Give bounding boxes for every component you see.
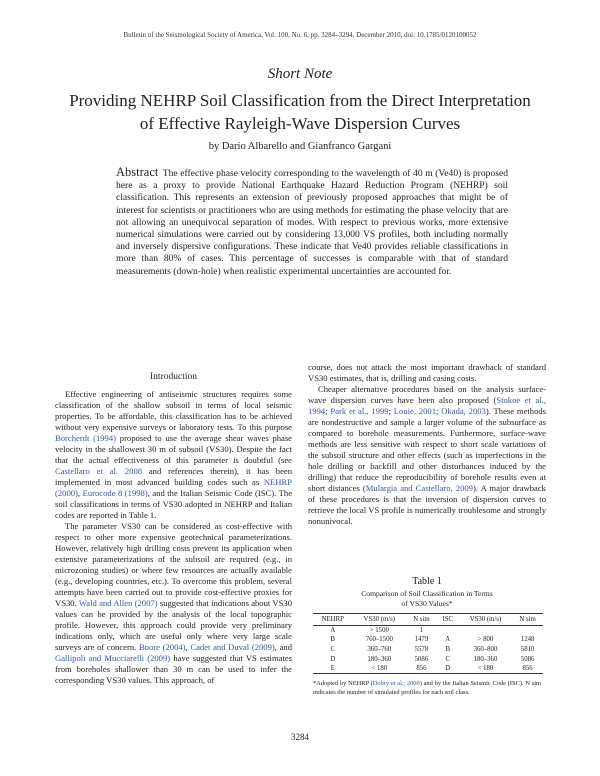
table-cell: C: [330, 645, 336, 653]
table-cell: 1479: [414, 636, 429, 644]
table-cell: B: [330, 636, 336, 644]
table-row: [313, 664, 543, 674]
citation-link-boore[interactable]: Boore (2004): [138, 642, 186, 652]
intro-paragraph-2: [55, 521, 292, 686]
table-header-cell: VS30 (m/s): [353, 614, 406, 626]
text-run: *Adopted by NEHRP (: [313, 679, 373, 687]
journal-citation-header: Bulletin of the Seismological Society of America, Vol. 100, No. 6, pp. 3284–3294, December 2010, doi: 10.1785/0120100052: [123, 31, 477, 39]
table-cell: 856: [512, 664, 543, 674]
text-run: ;: [325, 406, 331, 416]
table-cell: 5810: [520, 645, 535, 653]
table-row: [313, 626, 543, 636]
table-cell: 360–800: [473, 645, 498, 653]
citation-link-nehrp[interactable]: NEHRP (2000): [55, 477, 292, 498]
citation-link-dobry[interactable]: Dobry et al., 2000: [372, 679, 420, 687]
title-line-2: of Effective Rayleigh-Wave Dispersion Curves: [139, 114, 461, 133]
citation-link-borcherdt[interactable]: Borcherdt (1994): [55, 433, 117, 443]
table-cell: 760–1500: [365, 636, 393, 644]
text-run: ). A major drawback of these procedures is that the inversion of dispersion curves to retrieve the local VS profile is numerically troublesome and strongly nonunivocal.: [308, 483, 546, 526]
table-cell: B: [445, 645, 451, 653]
table-cell: 180–360: [367, 655, 392, 663]
title-line-1: Providing NEHRP Soil Classification from the Direct Interpretation: [69, 91, 531, 110]
page-number: 3284: [291, 732, 309, 742]
table-caption-line-1: Comparison of Soil Classification in Terms: [361, 589, 493, 598]
text-run: and references therein), it has been implemented in most advanced building codes such as: [55, 466, 292, 487]
table-cell: [512, 626, 543, 636]
abstract: [116, 166, 508, 278]
text-run: Effective engineering of antiseismic structures requires some classification of the shallow subsoil in terms of local seismic properties. To be affordable, this classification has to be achieved without very expensive surveys or laboratory tests. To this purpose: [55, 389, 292, 432]
text-run: proposed to use the average shear waves phase velocity in the shallowest 30 m of subsoil (VS30). Despite the fact that the actual effectiveness of this parameter is doubtful (see: [55, 433, 292, 465]
table-cell: [459, 626, 512, 636]
text-run: ,: [77, 488, 83, 498]
text-run: ). These methods are nondestructive and sample a larger volume of the subsurface as compared to borehole measurements. Furthermore, surface-wave methods are less sensitive with respect to short scale variations of the subsoil structure and other effects (such as imperfections in the hole drilling or backfill and other disturbances induced by the drilling) that reduce the reproducibility of borehole results even at short distances (: [308, 406, 547, 493]
citation-link-mulargia[interactable]: Mulargia and Castellaro, 2009: [365, 483, 473, 493]
table-row: [313, 645, 543, 655]
table-header-cell: NEHRP: [313, 614, 353, 626]
intro-paragraph-4: [308, 384, 546, 527]
table-cell: C: [445, 655, 451, 663]
citation-link-wald-allen[interactable]: Wald and Allen (2007): [78, 598, 158, 608]
table-footnote: [308, 680, 546, 697]
intro-paragraph-1: [55, 389, 292, 521]
intro-paragraph-3: course, does not attack the most important drawback of standard VS30 estimates, that is, drilling and casing costs.: [308, 362, 546, 383]
table-header-row: [313, 614, 543, 626]
text-run: , and: [274, 642, 293, 652]
table-cell: < 180: [353, 664, 406, 674]
citation-link-castellaro[interactable]: Castellaro et al. 2008: [55, 466, 143, 476]
text-run: ;: [436, 406, 442, 416]
text-run: ,: [185, 642, 191, 652]
table-cell: 180–360: [473, 655, 498, 663]
table-cell: > 1500: [369, 627, 389, 635]
right-column: [308, 362, 546, 527]
abstract-text: The effective phase velocity corresponding to the wavelength of 40 m (Ve40) is proposed here as a proxy to provide National Earthquake Hazard Reduction Program (NEHRP) soil classification. This represents an extension of previously proposed approaches that might be of interest for scientists or practitioners who are using methods for estimating the phase velocity that are not allowing an unequivocal separation of modes. With respect to previous works, more extensive numerical simulations were carried out by considering 13,000 VS profiles, both including normally and inversely dispersive configurations. These indicate that Ve40 provides reliable classifications in more than 80% of cases. This percentage of successes is comparable with that of standard measurements (down-hole) when realistic experimental uncertainties are accounted for.: [116, 168, 508, 277]
table-cell: 5086: [520, 655, 535, 663]
author-line: by Dario Albarello and Gianfranco Gargani: [208, 141, 392, 152]
table-cell: 856: [406, 664, 437, 674]
text-run: , and the Italian Seismic Code (ISC). The soil classifications in terms of VS30 adopted in NEHRP and Italian codes are reported in Table 1.: [55, 488, 293, 520]
citation-link-stokoe[interactable]: Stokoe et al., 1994: [308, 395, 546, 416]
table-header-cell: VS30 (m/s): [459, 614, 512, 626]
table-header-cell: N sim: [512, 614, 543, 626]
table-header-cell: N sim: [406, 614, 437, 626]
table-cell: A: [330, 627, 336, 635]
table-row: [313, 654, 543, 664]
article-title: [60, 89, 540, 135]
table-cell: 5086: [414, 655, 429, 663]
text-run: Cheaper alternative procedures based on the analysis surface-wave dispersion curves have been also proposed (: [308, 384, 546, 405]
citation-link-gallipoli[interactable]: Gallipoli and Mucciarelli (2009): [55, 653, 171, 663]
article-type-label: Short Note: [267, 66, 333, 82]
table-cell: 5578: [414, 645, 429, 653]
table-cell: A: [445, 636, 451, 644]
table-cell: 1: [419, 627, 424, 635]
citation-link-eurocode[interactable]: Eurocode 8 (1998): [82, 488, 148, 498]
citation-link-louie[interactable]: Louie, 2001: [393, 406, 437, 416]
text-run: have suggested that VS estimates from boreholes shallower than 30 m can be used to infer the corresponding VS30 values. This approach, of: [55, 653, 292, 685]
table-cell: > 800: [477, 636, 494, 644]
table-cell: 1248: [520, 636, 535, 644]
soil-classification-table: [313, 613, 543, 674]
citation-link-okada[interactable]: Okada, 2003: [441, 406, 486, 416]
section-heading-introduction: Introduction: [150, 372, 197, 382]
table-cell: E: [313, 664, 353, 674]
text-run: The parameter VS30 can be considered as cost-effective with respect to other more expensive geotechnical parameterizations. However, relatively high drilling costs prevent its application when extensive parameterizations of the subsoil are required (e.g., in microzoning studies) or where few resources are actually available (e.g., developing countries, etc.). To overcome this problem, several attempts have been carried out to provide cost-effective proxies for VS30.: [55, 521, 292, 608]
table-row: [313, 635, 543, 645]
table-1: [308, 576, 546, 697]
table-header-cell: ISC: [437, 614, 459, 626]
citation-link-park[interactable]: Park et al., 1999: [330, 406, 389, 416]
citation-link-cadet-duval[interactable]: Cadet and Duval (2009): [190, 642, 275, 652]
table-cell: D: [330, 655, 336, 663]
table-number: Table 1: [412, 576, 442, 587]
text-run: ;: [388, 406, 394, 416]
text-run: ) and by the Italian Seismic Code (ISC). N sim indicates the number of simulated profiles for each soil class.: [313, 679, 541, 696]
abstract-label: Abstract: [116, 165, 159, 179]
text-run: suggested that indications about VS30 values can be provided by the analysis of the local topographic profile. However, this approach could provide very preliminary indications only, which are useful only where very large scale surveys are of concern.: [55, 598, 292, 652]
table-cell: D: [437, 664, 459, 674]
left-column: [55, 372, 292, 686]
table-cell: < 180: [459, 664, 512, 674]
table-caption-line-2: of VS30 Values*: [401, 599, 453, 608]
table-cell: 360–760: [367, 645, 392, 653]
table-cell: [437, 626, 459, 636]
table-caption: [308, 589, 546, 609]
